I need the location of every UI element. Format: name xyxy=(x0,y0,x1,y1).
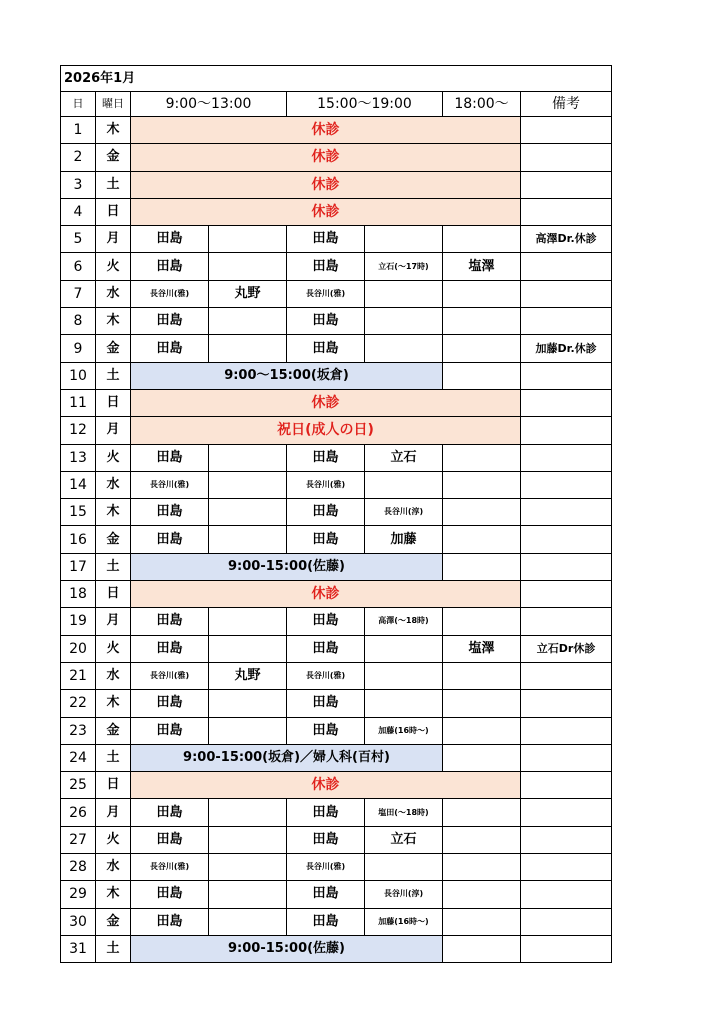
morning-doctor-2 xyxy=(209,471,287,498)
schedule-row xyxy=(61,526,612,553)
evening-doctor xyxy=(443,608,521,635)
closed-cell: 休診 xyxy=(131,144,521,171)
day-number: 1 xyxy=(61,117,96,144)
evening-doctor xyxy=(443,854,521,881)
day-number: 5 xyxy=(61,226,96,253)
evening-doctor xyxy=(443,335,521,362)
weekday: 土 xyxy=(96,362,131,389)
closed-cell: 休診 xyxy=(131,581,521,608)
afternoon-doctor: 田島 xyxy=(287,717,365,744)
weekday: 月 xyxy=(96,799,131,826)
evening-doctor xyxy=(443,690,521,717)
afternoon-doctor-2: 長谷川(淳) xyxy=(365,881,443,908)
note-cell xyxy=(521,362,612,389)
schedule-row xyxy=(61,635,612,662)
morning-doctor: 田島 xyxy=(131,308,209,335)
afternoon-doctor-2 xyxy=(365,226,443,253)
closed-cell: 休診 xyxy=(131,171,521,198)
weekday: 火 xyxy=(96,826,131,853)
weekday: 水 xyxy=(96,471,131,498)
closed-cell: 祝日(成人の日) xyxy=(131,417,521,444)
note-cell xyxy=(521,581,612,608)
day-number: 17 xyxy=(61,553,96,580)
afternoon-doctor: 田島 xyxy=(287,226,365,253)
note-cell xyxy=(521,171,612,198)
morning-doctor: 田島 xyxy=(131,635,209,662)
morning-doctor-2: 丸野 xyxy=(209,662,287,689)
day-number: 21 xyxy=(61,662,96,689)
weekday: 木 xyxy=(96,881,131,908)
weekday: 日 xyxy=(96,772,131,799)
day-number: 25 xyxy=(61,772,96,799)
note-cell xyxy=(521,471,612,498)
morning-doctor-2 xyxy=(209,444,287,471)
weekday: 水 xyxy=(96,854,131,881)
evening-doctor xyxy=(443,662,521,689)
evening-cell xyxy=(443,935,521,962)
schedule-row xyxy=(61,690,612,717)
morning-doctor: 田島 xyxy=(131,717,209,744)
note-cell xyxy=(521,417,612,444)
day-number: 12 xyxy=(61,417,96,444)
day-number: 15 xyxy=(61,499,96,526)
note-cell: 加藤Dr.休診 xyxy=(521,335,612,362)
day-number: 26 xyxy=(61,799,96,826)
day-number: 24 xyxy=(61,744,96,771)
schedule-row xyxy=(61,308,612,335)
day-number: 3 xyxy=(61,171,96,198)
morning-doctor-2 xyxy=(209,799,287,826)
note-cell xyxy=(521,690,612,717)
note-cell xyxy=(521,854,612,881)
note-cell xyxy=(521,253,612,280)
afternoon-doctor: 田島 xyxy=(287,444,365,471)
afternoon-doctor: 田島 xyxy=(287,826,365,853)
morning-doctor-2 xyxy=(209,308,287,335)
schedule-row xyxy=(61,608,612,635)
note-cell xyxy=(521,662,612,689)
weekday: 金 xyxy=(96,717,131,744)
note-cell xyxy=(521,499,612,526)
weekday: 月 xyxy=(96,608,131,635)
afternoon-doctor: 田島 xyxy=(287,881,365,908)
header-weekday: 曜日 xyxy=(96,92,131,117)
schedule-row xyxy=(61,499,612,526)
schedule-row xyxy=(61,144,612,171)
schedule-row xyxy=(61,171,612,198)
evening-doctor xyxy=(443,226,521,253)
afternoon-doctor: 田島 xyxy=(287,253,365,280)
afternoon-doctor: 田島 xyxy=(287,690,365,717)
evening-cell xyxy=(443,362,521,389)
weekday: 木 xyxy=(96,499,131,526)
afternoon-doctor: 田島 xyxy=(287,308,365,335)
note-cell xyxy=(521,117,612,144)
weekday: 火 xyxy=(96,444,131,471)
day-number: 29 xyxy=(61,881,96,908)
afternoon-doctor: 田島 xyxy=(287,499,365,526)
schedule-row xyxy=(61,744,612,771)
schedule-row xyxy=(61,226,612,253)
note-cell: 高澤Dr.休診 xyxy=(521,226,612,253)
day-number: 23 xyxy=(61,717,96,744)
note-cell xyxy=(521,389,612,416)
weekday: 月 xyxy=(96,226,131,253)
saturday-hours: 9:00-15:00(坂倉)／婦人科(百村) xyxy=(131,744,443,771)
afternoon-doctor-2: 加藤(16時～) xyxy=(365,908,443,935)
evening-doctor xyxy=(443,308,521,335)
schedule-row xyxy=(61,117,612,144)
evening-doctor xyxy=(443,471,521,498)
afternoon-doctor: 長谷川(雅) xyxy=(287,471,365,498)
note-cell xyxy=(521,908,612,935)
note-cell xyxy=(521,198,612,225)
morning-doctor: 田島 xyxy=(131,881,209,908)
day-number: 20 xyxy=(61,635,96,662)
day-number: 27 xyxy=(61,826,96,853)
weekday: 水 xyxy=(96,662,131,689)
morning-doctor-2 xyxy=(209,690,287,717)
weekday: 火 xyxy=(96,253,131,280)
weekday: 土 xyxy=(96,935,131,962)
closed-cell: 休診 xyxy=(131,198,521,225)
morning-doctor: 田島 xyxy=(131,335,209,362)
morning-doctor: 田島 xyxy=(131,499,209,526)
afternoon-doctor-2 xyxy=(365,662,443,689)
saturday-hours: 9:00-15:00(佐藤) xyxy=(131,553,443,580)
weekday: 日 xyxy=(96,198,131,225)
afternoon-doctor-2 xyxy=(365,280,443,307)
afternoon-doctor: 田島 xyxy=(287,799,365,826)
morning-doctor-2 xyxy=(209,854,287,881)
note-cell xyxy=(521,608,612,635)
schedule-row xyxy=(61,471,612,498)
morning-doctor: 田島 xyxy=(131,226,209,253)
morning-doctor-2 xyxy=(209,499,287,526)
evening-doctor: 塩澤 xyxy=(443,635,521,662)
evening-doctor xyxy=(443,826,521,853)
schedule-row xyxy=(61,198,612,225)
afternoon-doctor-2 xyxy=(365,335,443,362)
day-number: 19 xyxy=(61,608,96,635)
day-number: 11 xyxy=(61,389,96,416)
morning-doctor-2 xyxy=(209,253,287,280)
afternoon-doctor-2 xyxy=(365,635,443,662)
afternoon-doctor-2: 高澤(～18時) xyxy=(365,608,443,635)
schedule-row xyxy=(61,389,612,416)
morning-doctor-2 xyxy=(209,335,287,362)
morning-doctor-2 xyxy=(209,608,287,635)
header-evening: 18:00～ xyxy=(443,92,521,117)
weekday: 木 xyxy=(96,690,131,717)
note-cell xyxy=(521,280,612,307)
header-day: 日 xyxy=(61,92,96,117)
evening-doctor xyxy=(443,881,521,908)
afternoon-doctor-2 xyxy=(365,854,443,881)
weekday: 土 xyxy=(96,744,131,771)
afternoon-doctor: 長谷川(雅) xyxy=(287,280,365,307)
afternoon-doctor: 田島 xyxy=(287,635,365,662)
day-number: 18 xyxy=(61,581,96,608)
header-notes: 備考 xyxy=(521,92,612,117)
day-number: 22 xyxy=(61,690,96,717)
day-number: 31 xyxy=(61,935,96,962)
evening-doctor: 塩澤 xyxy=(443,253,521,280)
schedule-row xyxy=(61,717,612,744)
morning-doctor: 田島 xyxy=(131,908,209,935)
schedule-row xyxy=(61,362,612,389)
weekday: 木 xyxy=(96,308,131,335)
day-number: 7 xyxy=(61,280,96,307)
afternoon-doctor-2: 立石(～17時) xyxy=(365,253,443,280)
morning-doctor-2 xyxy=(209,526,287,553)
afternoon-doctor-2 xyxy=(365,308,443,335)
weekday: 金 xyxy=(96,908,131,935)
schedule-row xyxy=(61,881,612,908)
weekday: 火 xyxy=(96,635,131,662)
afternoon-doctor-2: 立石 xyxy=(365,444,443,471)
afternoon-doctor: 田島 xyxy=(287,335,365,362)
note-cell xyxy=(521,799,612,826)
note-cell xyxy=(521,553,612,580)
evening-doctor xyxy=(443,444,521,471)
note-cell xyxy=(521,772,612,799)
morning-doctor: 長谷川(雅) xyxy=(131,662,209,689)
schedule-row xyxy=(61,417,612,444)
schedule-row xyxy=(61,935,612,962)
morning-doctor: 田島 xyxy=(131,608,209,635)
day-number: 30 xyxy=(61,908,96,935)
closed-cell: 休診 xyxy=(131,389,521,416)
schedule-row xyxy=(61,581,612,608)
morning-doctor-2: 丸野 xyxy=(209,280,287,307)
day-number: 9 xyxy=(61,335,96,362)
day-number: 4 xyxy=(61,198,96,225)
afternoon-doctor-2: 塩田(～18時) xyxy=(365,799,443,826)
schedule-row xyxy=(61,662,612,689)
schedule-row xyxy=(61,772,612,799)
afternoon-doctor: 田島 xyxy=(287,908,365,935)
weekday: 金 xyxy=(96,335,131,362)
day-number: 10 xyxy=(61,362,96,389)
closed-cell: 休診 xyxy=(131,117,521,144)
day-number: 28 xyxy=(61,854,96,881)
weekday: 金 xyxy=(96,144,131,171)
afternoon-doctor-2: 長谷川(淳) xyxy=(365,499,443,526)
note-cell xyxy=(521,144,612,171)
day-number: 14 xyxy=(61,471,96,498)
weekday: 水 xyxy=(96,280,131,307)
evening-doctor xyxy=(443,908,521,935)
evening-doctor xyxy=(443,717,521,744)
evening-doctor xyxy=(443,499,521,526)
weekday: 金 xyxy=(96,526,131,553)
evening-cell xyxy=(443,744,521,771)
note-cell xyxy=(521,444,612,471)
morning-doctor: 長谷川(雅) xyxy=(131,854,209,881)
evening-doctor xyxy=(443,799,521,826)
morning-doctor: 田島 xyxy=(131,526,209,553)
afternoon-doctor-2: 立石 xyxy=(365,826,443,853)
schedule-row xyxy=(61,826,612,853)
schedule-row xyxy=(61,854,612,881)
schedule-row xyxy=(61,908,612,935)
schedule-row xyxy=(61,553,612,580)
day-number: 13 xyxy=(61,444,96,471)
morning-doctor: 長谷川(雅) xyxy=(131,471,209,498)
day-number: 8 xyxy=(61,308,96,335)
note-cell xyxy=(521,717,612,744)
afternoon-doctor: 長谷川(雅) xyxy=(287,662,365,689)
day-number: 16 xyxy=(61,526,96,553)
evening-cell xyxy=(443,553,521,580)
weekday: 日 xyxy=(96,389,131,416)
morning-doctor: 田島 xyxy=(131,444,209,471)
afternoon-doctor: 田島 xyxy=(287,608,365,635)
evening-doctor xyxy=(443,526,521,553)
note-cell xyxy=(521,935,612,962)
schedule-table xyxy=(60,65,612,963)
morning-doctor-2 xyxy=(209,881,287,908)
afternoon-doctor: 田島 xyxy=(287,526,365,553)
header-afternoon: 15:00～19:00 xyxy=(287,92,443,117)
afternoon-doctor: 長谷川(雅) xyxy=(287,854,365,881)
afternoon-doctor-2: 加藤 xyxy=(365,526,443,553)
morning-doctor: 田島 xyxy=(131,253,209,280)
note-cell xyxy=(521,881,612,908)
closed-cell: 休診 xyxy=(131,772,521,799)
morning-doctor-2 xyxy=(209,635,287,662)
note-cell xyxy=(521,744,612,771)
evening-doctor xyxy=(443,280,521,307)
morning-doctor: 長谷川(雅) xyxy=(131,280,209,307)
note-cell: 立石Dr休診 xyxy=(521,635,612,662)
saturday-hours: 9:00～15:00(坂倉) xyxy=(131,362,443,389)
weekday: 月 xyxy=(96,417,131,444)
schedule-row xyxy=(61,799,612,826)
afternoon-doctor-2 xyxy=(365,471,443,498)
month-title: 2026年1月 xyxy=(61,66,612,92)
note-cell xyxy=(521,308,612,335)
schedule-row xyxy=(61,335,612,362)
schedule-row xyxy=(61,444,612,471)
header-morning: 9:00～13:00 xyxy=(131,92,287,117)
note-cell xyxy=(521,526,612,553)
morning-doctor-2 xyxy=(209,908,287,935)
morning-doctor: 田島 xyxy=(131,826,209,853)
morning-doctor: 田島 xyxy=(131,799,209,826)
weekday: 土 xyxy=(96,553,131,580)
note-cell xyxy=(521,826,612,853)
morning-doctor-2 xyxy=(209,226,287,253)
schedule-row xyxy=(61,253,612,280)
afternoon-doctor-2: 加藤(16時～) xyxy=(365,717,443,744)
weekday: 木 xyxy=(96,117,131,144)
schedule-row xyxy=(61,280,612,307)
morning-doctor-2 xyxy=(209,717,287,744)
morning-doctor: 田島 xyxy=(131,690,209,717)
weekday: 土 xyxy=(96,171,131,198)
morning-doctor-2 xyxy=(209,826,287,853)
saturday-hours: 9:00-15:00(佐藤) xyxy=(131,935,443,962)
day-number: 2 xyxy=(61,144,96,171)
afternoon-doctor-2 xyxy=(365,690,443,717)
weekday: 日 xyxy=(96,581,131,608)
day-number: 6 xyxy=(61,253,96,280)
